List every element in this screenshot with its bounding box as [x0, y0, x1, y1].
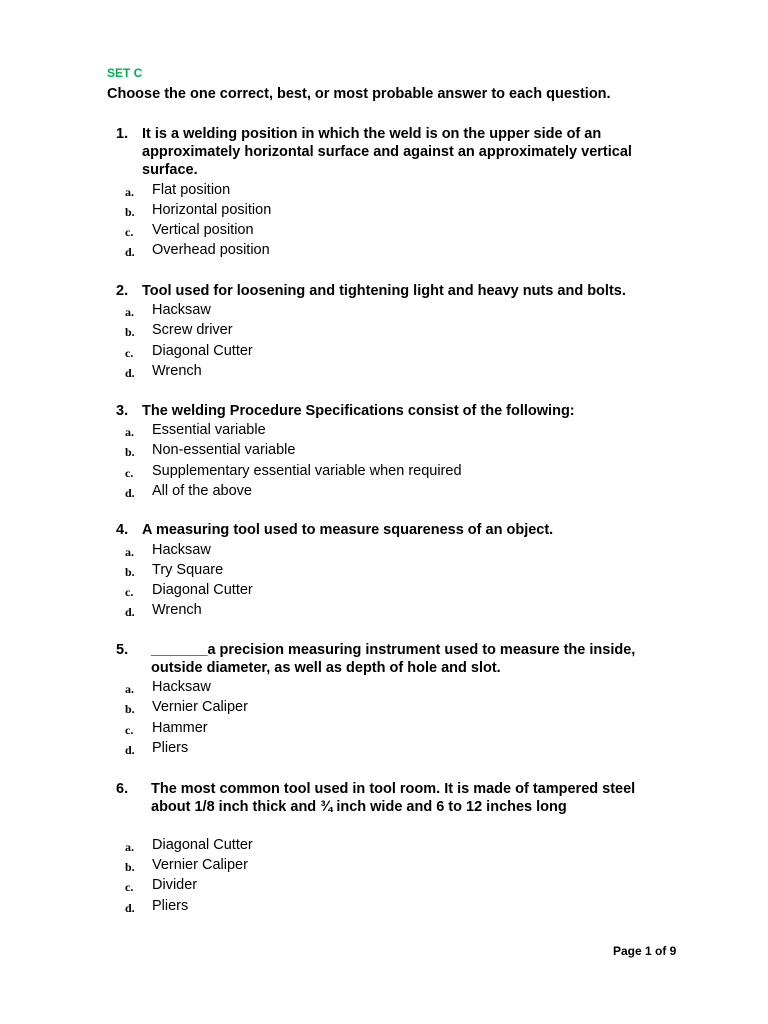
question-text: It is a welding position in which the weld is on the upper side of an approximately horizontal surface and against an approximately vertical surface. — [142, 126, 632, 178]
option-letter: d. — [125, 901, 135, 915]
option-text: Hacksaw — [152, 679, 211, 695]
option-a[interactable] — [0, 301, 768, 321]
option-b[interactable] — [0, 698, 768, 718]
option-a[interactable] — [0, 421, 768, 441]
option-c[interactable] — [0, 581, 768, 601]
option-d[interactable] — [0, 739, 768, 759]
question-text: The welding Procedure Specifications consist of the following: — [142, 403, 575, 419]
option-letter: d. — [125, 605, 135, 619]
option-text: Horizontal position — [152, 202, 272, 218]
question-text: The most common tool used in tool room. It is made of tampered steel about 1/8 inch thick and ¾ inch wide and 6 to 12 inches long — [151, 781, 636, 815]
option-letter: c. — [125, 346, 134, 360]
option-text: Vertical position — [152, 222, 254, 238]
option-text: Vernier Caliper — [152, 857, 248, 873]
option-c[interactable] — [0, 462, 768, 482]
option-d[interactable] — [0, 241, 768, 261]
option-text: Screw driver — [152, 322, 233, 338]
option-text: Pliers — [152, 898, 189, 914]
option-d[interactable] — [0, 482, 768, 502]
option-text: Divider — [152, 877, 198, 893]
option-letter: c. — [125, 723, 134, 737]
page-number: Page 1 of 9 — [613, 944, 677, 958]
option-text: Overhead position — [152, 242, 270, 258]
option-d[interactable] — [0, 601, 768, 621]
option-a[interactable] — [0, 541, 768, 561]
option-letter: d. — [125, 486, 135, 500]
set-label: SET C — [107, 66, 143, 80]
option-letter: a. — [125, 185, 134, 199]
option-letter: b. — [125, 565, 135, 579]
option-text: Hacksaw — [152, 542, 211, 558]
option-letter: c. — [125, 466, 134, 480]
option-b[interactable] — [0, 321, 768, 341]
option-c[interactable] — [0, 719, 768, 739]
instructions: Choose the one correct, best, or most probable answer to each question. — [107, 86, 611, 102]
option-letter: a. — [125, 545, 134, 559]
question-number: 1. — [116, 126, 129, 142]
option-d[interactable] — [0, 897, 768, 917]
question-number: 6. — [116, 781, 129, 797]
option-letter: b. — [125, 205, 135, 219]
question-number: 3. — [116, 403, 129, 419]
option-a[interactable] — [0, 678, 768, 698]
option-text: Hacksaw — [152, 302, 211, 318]
option-letter: d. — [125, 366, 135, 380]
option-a[interactable] — [0, 836, 768, 856]
option-letter: d. — [125, 743, 135, 757]
option-b[interactable] — [0, 201, 768, 221]
option-b[interactable] — [0, 441, 768, 461]
option-text: Flat position — [152, 182, 231, 198]
option-text: Supplementary essential variable when required — [152, 463, 462, 479]
option-letter: a. — [125, 305, 134, 319]
option-d[interactable] — [0, 362, 768, 382]
option-letter: d. — [125, 245, 135, 259]
question-text: Tool used for loosening and tightening light and heavy nuts and bolts. — [142, 283, 626, 299]
option-text: Wrench — [152, 363, 202, 379]
question-text: A measuring tool used to measure squareness of an object. — [142, 522, 554, 538]
option-c[interactable] — [0, 876, 768, 896]
option-text: Diagonal Cutter — [152, 837, 253, 853]
option-text: Try Square — [152, 562, 224, 578]
option-c[interactable] — [0, 342, 768, 362]
option-text: Diagonal Cutter — [152, 582, 253, 598]
option-letter: c. — [125, 880, 134, 894]
option-letter: b. — [125, 860, 135, 874]
option-text: All of the above — [152, 483, 252, 499]
option-b[interactable] — [0, 561, 768, 581]
option-text: Vernier Caliper — [152, 699, 248, 715]
option-letter: a. — [125, 840, 134, 854]
question-number: 2. — [116, 283, 129, 299]
option-b[interactable] — [0, 856, 768, 876]
option-letter: b. — [125, 325, 135, 339]
option-letter: c. — [125, 585, 134, 599]
option-letter: c. — [125, 225, 134, 239]
question-number: 5. — [116, 642, 129, 658]
option-text: Pliers — [152, 740, 189, 756]
option-letter: a. — [125, 682, 134, 696]
option-letter: b. — [125, 445, 135, 459]
option-text: Hammer — [152, 720, 208, 736]
option-text: Wrench — [152, 602, 202, 618]
question-text: _______a precision measuring instrument used to measure the inside, outside diameter, as well as depth of hole and slot. — [151, 642, 636, 676]
option-text: Essential variable — [152, 422, 266, 438]
question-number: 4. — [116, 522, 129, 538]
option-c[interactable] — [0, 221, 768, 241]
option-a[interactable] — [0, 181, 768, 201]
option-text: Diagonal Cutter — [152, 343, 253, 359]
option-text: Non-essential variable — [152, 442, 296, 458]
option-letter: b. — [125, 702, 135, 716]
option-letter: a. — [125, 425, 134, 439]
